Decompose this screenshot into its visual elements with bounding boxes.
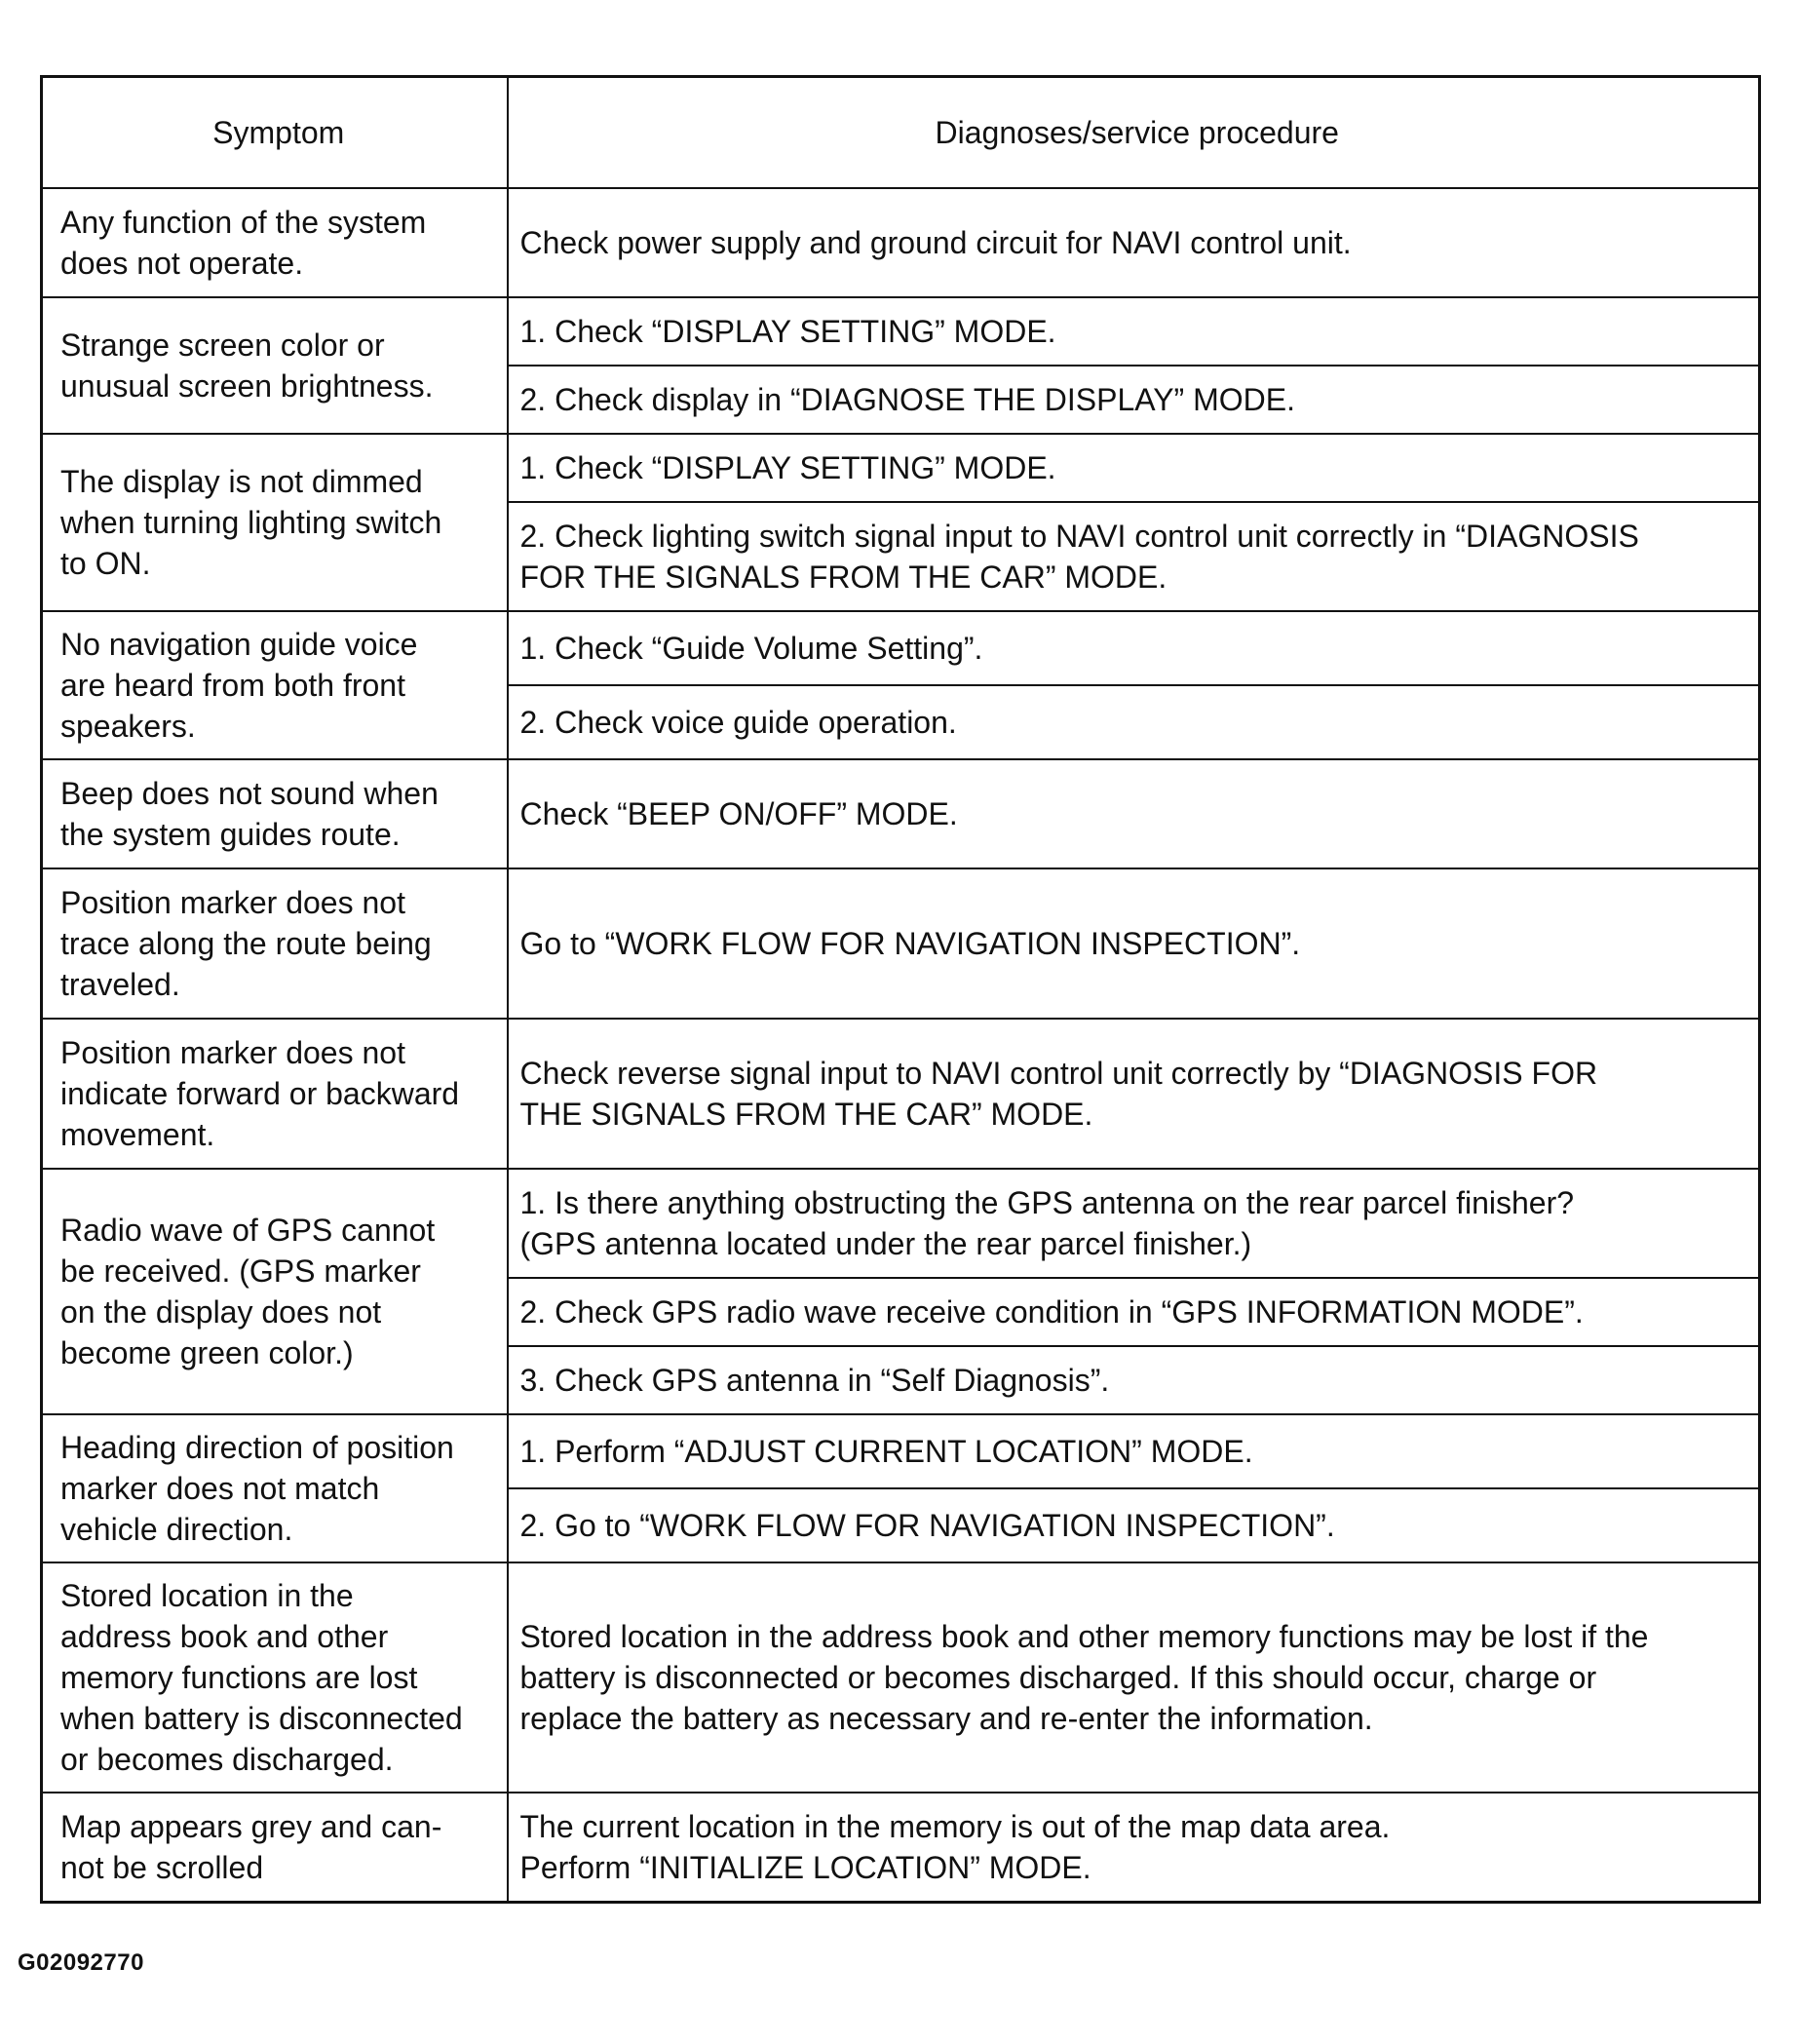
procedure-text-line: 2. Check voice guide operation. xyxy=(519,705,957,740)
procedure-text-line: 2. Check GPS radio wave receive condition in “GPS INFORMATION MODE”. xyxy=(519,1294,1584,1330)
procedure-text-line: battery is disconnected or becomes discharged. If this should occur, charge or xyxy=(519,1660,1597,1695)
procedure-text-line: Stored location in the address book and other memory functions may be lost if the xyxy=(519,1619,1649,1654)
symptom-text-line: address book and other xyxy=(60,1619,389,1654)
symptom-text-line: Any function of the system xyxy=(60,205,427,240)
procedure-text-line: The current location in the memory is out of the map data area. xyxy=(519,1808,1391,1844)
procedure-text-line: 3. Check GPS antenna in “Self Diagnosis”. xyxy=(519,1363,1110,1398)
procedure-text-line: 2. Check lighting switch signal input to NAVI control unit correctly in “DIAGNOSIS xyxy=(519,519,1639,554)
procedure-text-line: 1. Check “DISPLAY SETTING” MODE. xyxy=(519,314,1056,349)
procedure-cell xyxy=(508,1414,1760,1488)
symptom-text-line: speakers. xyxy=(60,709,196,744)
symptom-cell xyxy=(42,188,508,297)
figure-code: G02092770 xyxy=(18,1949,144,1976)
procedure-cell xyxy=(508,759,1760,868)
procedure-text-line: 1. Is there anything obstructing the GPS antenna on the rear parcel finisher? xyxy=(519,1185,1575,1220)
table-row xyxy=(42,1562,1760,1793)
table-row xyxy=(42,759,1760,868)
symptom-cell xyxy=(42,297,508,434)
procedure-text-line: 1. Check “DISPLAY SETTING” MODE. xyxy=(519,450,1056,485)
procedure-text-line: 2. Go to “WORK FLOW FOR NAVIGATION INSPECTION”. xyxy=(519,1508,1335,1543)
table-row xyxy=(42,1793,1760,1902)
symptom-text-line: Heading direction of position xyxy=(60,1430,454,1465)
symptom-cell xyxy=(42,611,508,759)
procedure-cell xyxy=(508,297,1760,366)
table-row xyxy=(42,611,1760,685)
symptom-diagnosis-table xyxy=(40,75,1761,1904)
procedure-cell xyxy=(508,366,1760,434)
symptom-cell xyxy=(42,1793,508,1902)
procedure-text-line: Check “BEEP ON/OFF” MODE. xyxy=(519,796,958,831)
symptom-text-line: trace along the route being xyxy=(60,926,432,961)
procedure-text-line: Go to “WORK FLOW FOR NAVIGATION INSPECTION”. xyxy=(519,926,1301,961)
table-row xyxy=(42,1019,1760,1169)
procedure-cell xyxy=(508,1346,1760,1414)
symptom-text-line: Map appears grey and can- xyxy=(60,1808,442,1844)
procedure-text-line: THE SIGNALS FROM THE CAR” MODE. xyxy=(519,1097,1093,1132)
symptom-cell xyxy=(42,1414,508,1562)
symptom-text-line: The display is not dimmed xyxy=(60,464,423,499)
procedure-cell xyxy=(508,1562,1760,1793)
symptom-text-line: not be scrolled xyxy=(60,1849,264,1885)
procedure-cell xyxy=(508,868,1760,1019)
symptom-text-line: on the display does not xyxy=(60,1294,382,1330)
symptom-text-line: Position marker does not xyxy=(60,885,405,920)
procedure-cell xyxy=(508,1488,1760,1562)
procedure-text-line: FOR THE SIGNALS FROM THE CAR” MODE. xyxy=(519,559,1167,595)
symptom-cell xyxy=(42,1019,508,1169)
procedure-text-line: replace the battery as necessary and re-enter the information. xyxy=(519,1701,1373,1736)
symptom-text-line: unusual screen brightness. xyxy=(60,368,434,404)
symptom-text-line: when battery is disconnected xyxy=(60,1701,463,1736)
symptom-text-line: No navigation guide voice xyxy=(60,627,418,662)
symptom-cell xyxy=(42,1169,508,1414)
symptom-text-line: Stored location in the xyxy=(60,1578,354,1613)
table-row xyxy=(42,188,1760,297)
symptom-text-line: or becomes discharged. xyxy=(60,1742,394,1777)
symptom-text-line: Position marker does not xyxy=(60,1035,405,1070)
symptom-text-line: to ON. xyxy=(60,546,151,581)
symptom-text-line: movement. xyxy=(60,1117,215,1152)
symptom-text-line: Beep does not sound when xyxy=(60,776,439,811)
symptom-text-line: indicate forward or backward xyxy=(60,1076,460,1111)
table-row xyxy=(42,297,1760,366)
procedure-cell xyxy=(508,188,1760,297)
procedure-text-line: (GPS antenna located under the rear parcel finisher.) xyxy=(519,1226,1252,1261)
symptom-text-line: Radio wave of GPS cannot xyxy=(60,1213,436,1248)
table-row xyxy=(42,868,1760,1019)
table-row xyxy=(42,1169,1760,1278)
symptom-cell xyxy=(42,868,508,1019)
symptom-text-line: the system guides route. xyxy=(60,817,401,852)
symptom-cell xyxy=(42,759,508,868)
symptom-cell xyxy=(42,1562,508,1793)
procedure-cell xyxy=(508,1019,1760,1169)
procedure-cell xyxy=(508,1278,1760,1346)
procedure-text-line: Check power supply and ground circuit for NAVI control unit. xyxy=(519,225,1352,260)
symptom-text-line: become green color.) xyxy=(60,1335,354,1370)
procedure-text-line: 1. Perform “ADJUST CURRENT LOCATION” MODE. xyxy=(519,1434,1253,1469)
procedure-text-line: 1. Check “Guide Volume Setting”. xyxy=(519,631,983,666)
procedure-cell xyxy=(508,434,1760,502)
symptom-text-line: traveled. xyxy=(60,967,180,1002)
procedure-text-line: Perform “INITIALIZE LOCATION” MODE. xyxy=(519,1849,1091,1885)
table-body xyxy=(42,188,1760,1902)
diagnosis-table-container xyxy=(40,75,1758,1904)
symptom-text-line: marker does not match xyxy=(60,1471,380,1506)
symptom-text-line: when turning lighting switch xyxy=(60,505,442,540)
procedure-cell xyxy=(508,1169,1760,1278)
table-row xyxy=(42,434,1760,502)
symptom-text-line: memory functions are lost xyxy=(60,1660,418,1695)
procedure-cell xyxy=(508,1793,1760,1902)
symptom-text-line: be received. (GPS marker xyxy=(60,1253,421,1289)
procedure-text-line: Check reverse signal input to NAVI control unit correctly by “DIAGNOSIS FOR xyxy=(519,1056,1598,1091)
symptom-text-line: are heard from both front xyxy=(60,668,405,703)
symptom-text-line: vehicle direction. xyxy=(60,1512,293,1547)
symptom-text-line: Strange screen color or xyxy=(60,328,385,363)
procedure-column-header: Diagnoses/service procedure xyxy=(508,77,1760,189)
symptom-cell xyxy=(42,434,508,611)
table-row xyxy=(42,1414,1760,1488)
table-header-row xyxy=(42,77,1760,189)
procedure-cell xyxy=(508,611,1760,685)
procedure-cell xyxy=(508,502,1760,611)
procedure-cell xyxy=(508,685,1760,759)
procedure-text-line: 2. Check display in “DIAGNOSE THE DISPLAY” MODE. xyxy=(519,382,1295,417)
symptom-column-header: Symptom xyxy=(42,77,508,189)
symptom-text-line: does not operate. xyxy=(60,246,304,281)
